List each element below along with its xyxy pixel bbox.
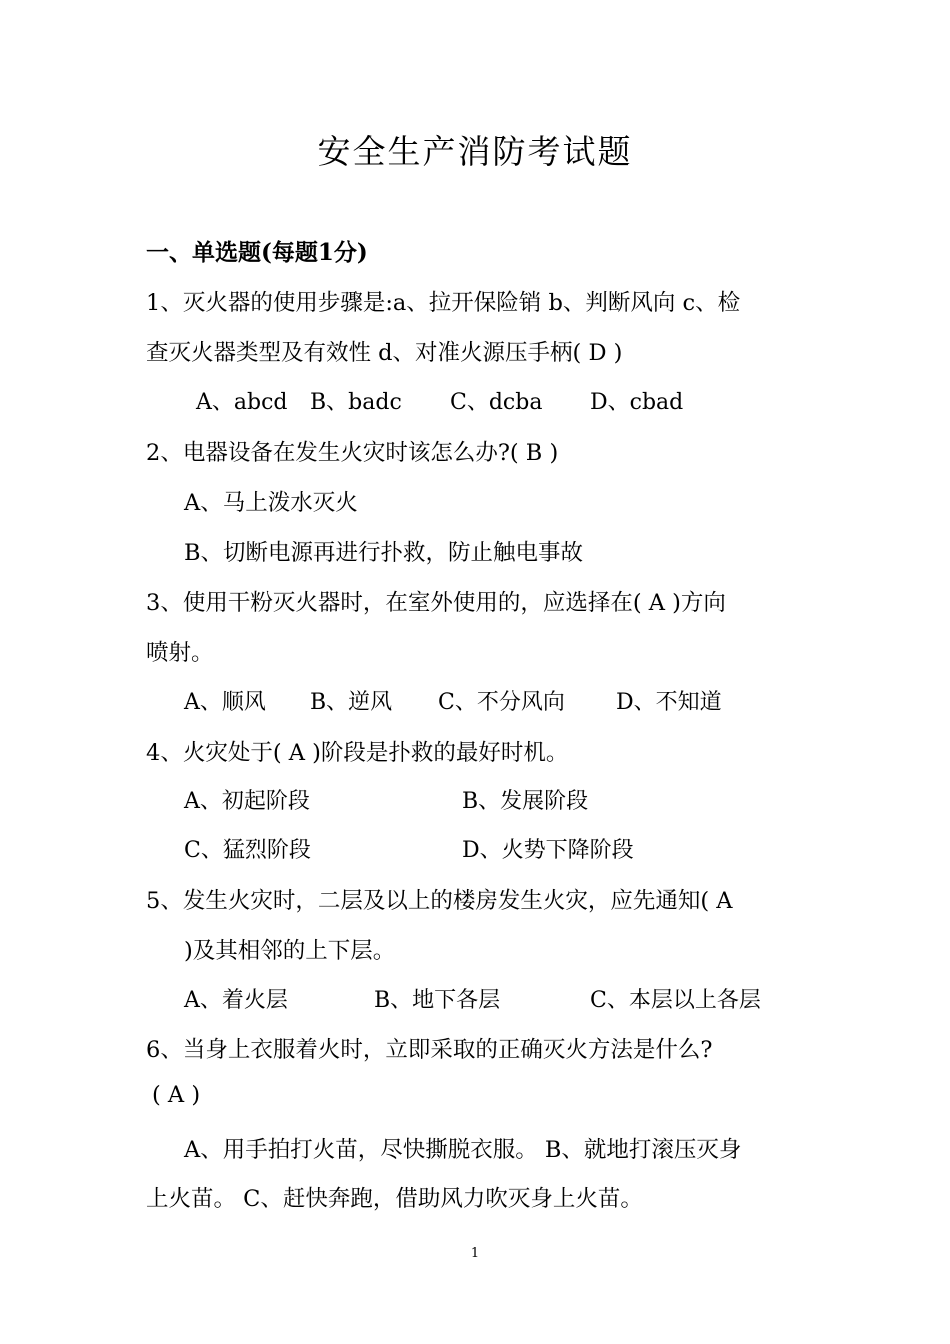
section-heading: 一、单选题(每题1分) xyxy=(146,239,368,266)
question-1-option-a: A、abcd xyxy=(196,390,288,415)
question-6-line-4: 上火苗。 C、赶快奔跑，借助风力吹灭身上火苗。 xyxy=(146,1186,643,1212)
question-4-option-d: D、火势下降阶段 xyxy=(462,838,634,863)
question-5-line-1: 5、发生火灾时，二层及以上的楼房发生火灾，应先通知( A xyxy=(146,888,733,914)
question-3-line-1: 3、使用干粉灭火器时，在室外使用的，应选择在( A )方向 xyxy=(146,590,726,616)
question-1-line-1: 1、灭火器的使用步骤是:a、拉开保险销 b、判断风向 c、检 xyxy=(146,290,741,316)
question-1-option-b: B、badc xyxy=(310,390,402,415)
question-6-line-1: 6、当身上衣服着火时，立即采取的正确灭火方法是什么? xyxy=(146,1037,713,1063)
question-5-option-c: C、本层以上各层 xyxy=(590,988,761,1013)
question-1-line-2: 查灭火器类型及有效性 d、对准火源压手柄( D ) xyxy=(146,340,623,366)
question-3-line-2: 喷射。 xyxy=(146,640,214,666)
question-1-option-c: C、dcba xyxy=(450,390,543,415)
question-2-line-1: 2、电器设备在发生火灾时该怎么办?( B ) xyxy=(146,440,559,466)
question-3-option-a: A、顺风 xyxy=(184,690,266,715)
question-4-option-a: A、初起阶段 xyxy=(184,789,310,814)
question-2-option-a: A、马上泼水灭火 xyxy=(184,490,358,516)
question-6-line-3: A、用手拍打火苗，尽快撕脱衣服。 B、就地打滚压灭身 xyxy=(184,1137,742,1163)
question-4-option-b: B、发展阶段 xyxy=(462,789,589,814)
question-4-option-c: C、猛烈阶段 xyxy=(184,838,311,863)
question-4-line-1: 4、火灾处于( A )阶段是扑救的最好时机。 xyxy=(146,740,569,766)
question-5-option-b: B、地下各层 xyxy=(374,988,501,1013)
page-number: 1 xyxy=(470,1246,480,1261)
question-5-option-a: A、着火层 xyxy=(184,988,288,1013)
question-2-option-b: B、切断电源再进行扑救，防止触电事故 xyxy=(184,540,584,566)
page-title: 安全生产消防考试题 xyxy=(317,132,633,171)
question-3-option-b: B、逆风 xyxy=(310,690,393,715)
question-3-option-d: D、不知道 xyxy=(616,690,722,715)
question-6-line-2: ( A ) xyxy=(152,1082,201,1108)
question-1-option-d: D、cbad xyxy=(590,390,684,415)
question-5-line-2: )及其相邻的上下层。 xyxy=(184,938,396,964)
question-3-option-c: C、不分风向 xyxy=(438,690,565,715)
